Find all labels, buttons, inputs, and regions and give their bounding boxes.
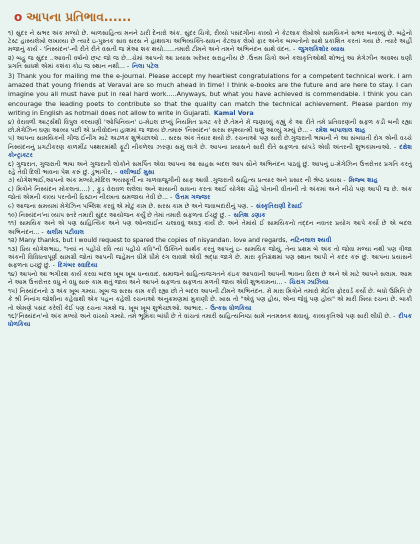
feedback-item (8, 186, 412, 202)
feedback-item (8, 212, 412, 220)
feedback-item (8, 237, 412, 245)
feedback-item (8, 55, 412, 71)
feedback-text: 3) Thank you for mailing me the e-journal. Please accept my heartiest congratulations for a competent technical work. I am amazed that young friends at Veraval are so much ahead in time! I think e-books are the future and are here to stay. I can imagine you all must have put in real hard work.....Anyways, but what you have achieved is commendable. I think you can encourage the leading poets to contribute so that the quality can match the technical achievement. Please pardon my writing in English as hotmail does not allow to write in Gujarati. (8, 72, 412, 117)
feedback-author: નટિનલાલ શ્યવી (290, 237, 332, 245)
feedback-author: મિજ્બ શાહ (348, 177, 378, 185)
feedback-author: ઉત્તમ ગજ્જર (175, 194, 211, 202)
feedback-text: ૧૦) નિસ્યંદન'ના વ્યાપ સ્તરે તમારી સુંદર આયોજન કર્યું છે તેમાં તમારી સફળતા ઈચ્છું છું. - (8, 211, 231, 219)
feedback-text: ૧) સુંદર ને સભર અંક મળ્યો છે. બાળસાહિત્ય મનને ઠારી દેનારો અંક. સુંદર ચિત્રો, રીવ્યો પસંદગીના કાવ્યો ને કેટલાક લેખોએ સામયિકને સભર બનાવ્યું છે. બહેનો ટેસ્ટ હાસ્યલેખો લખાવ્યા છે ત્યારે ઇ-પુસ્તક સાવ સરસ ને હાથવગા અભિવ્યક્તિ-સાધન કેટલાક લેખો ફાર અનેક બાબતોનો સાથે પ્રકાશિત કરતાં ગયા છે. ત્યારે અહીં મજાનું કાર્ય - 'નિસ્યંદન'-ની રીતે રીતે વસતી જ મેઆ શક થયો......તમારી ટીમને અને તમને અભિનંદન સાથે વંદન. - (8, 30, 412, 54)
feedback-text: ૮) મિત્રોને નિસ્યંદન મોકલતા....) , ફુડ વેરાવળ લલેલા અને શાયાની સાધના કરતા આઈ યોગેશ ચૌહે પોતાની વીતાની તો અંકમાં અને નીચે પણ આપી જ છે. અંક જોતાં એમની કાવ્ય પરત્વેની દ્રિસ્ટાન નીરખતા સમજાય તેવી છે... - (8, 186, 412, 202)
feedback-text: ૧૨) Many thanks, but I would request to spared the copies of nisyandan. love and regards, (8, 237, 288, 245)
feedback-author: સલીમ પટીવાલ (46, 228, 85, 236)
feedback-author: દક્ષેશ કોન્ટ્રાક્ટર (8, 143, 412, 159)
feedback-item (8, 271, 412, 287)
feedback-text: ૬) ગુજરાત, ગુજરાતી ભાષા અને ગુજરાતી લોકોને સમર્પિત એવા આપના આ સાહસ બદલ આપ સૌને અભિનંદન પાઠવું છું. આપનું ઇ-મેગેઝિન ઉત્તરોત્તર પ્રગતિ કરતું રહે તેવી દિલી ભાવના પેશ કરું છું. ડુંભાગીર, - (8, 160, 412, 176)
feedback-author: ચિરાગ ઝાઝિયા (289, 279, 329, 287)
feedback-text: ૨) બહુ જ સુંદર ..આવતી વર્ષાનો છ્ષ્ટ જો જ છે...ચેમાં આપનો આ પ્રયાસ ખરેખર સરાહનીય છે .ઉત્તમ ચિત્રો અને કલાકૃતિઓથી શોભતું આ મેગેઝીન અવશ્ય ઘણી પ્રગતિ સાધશે એમાં કશંકા કોઇ જ સ્થાન નથી... - (8, 55, 412, 71)
feedback-item (8, 177, 412, 185)
feedback-text: ૧૬)'નિસ્યંદન'નો અંક મળ્યો અને વાંચ્યો ગમ્યો. તમે ભૂમિકા બાંધી છે તે વાંચતાં તમારી સાહિત્યનિષ્ઠા સામે નતમસ્તક થવાયું. કાવ્યકૃતિઓ પણ સારી લીધી છે. - (8, 313, 396, 321)
feedback-text: ૧૧) સામયિક અને એ પણ સાહિત્યિક અને પણ ઓનલાઈન ચલાવવું અઘરૂ કાર્ય છે. અને તેમાંયે ઈ સામયિકનો તદ્દન નવતર પ્રયોગ આપે કર્યો છે એ બદલ અભિનંદન... - (8, 220, 412, 236)
feedback-text: ૯) આજના સમયમાં મેગેઝિન પબ્લિશ કરવું એ મોટું કામ છે. સરસ કામ છે અને જવાબદારીનું પણ. - (8, 203, 253, 211)
feedback-author: નિલા પટેલ (132, 63, 159, 71)
feedback-author: સંસ્કૃતિરાણી દેસાઈ (255, 203, 303, 211)
feedback-author: વલીભાઈ મુસા (119, 168, 155, 176)
title-bullet: o (14, 10, 23, 24)
feedback-author: ઉત્કસ ધોળકિયા (210, 304, 252, 312)
feedback-text: ૧૫) નિસ્યંદનનો ૩ અંક ખૂબ ગમ્યા. ખૂબ જ સરસ કામ કરી રહ્યા છો તે બદલ આપની ટીમને અભિનંદન. મેં મારા મિત્રોને તમારો મેઈલ ફોરવર્ડ કર્યો છે. બધો ઉમિતિ છે કે શ્રી નિનાંગ જોશીના કહેવાથી એક પહન કહેલી રચનાઓ અનુક્રમણમાં મુકાણી છે. ખાસ તો "એવું પણ હોય, એના જેવું પણ હોય" એ મારી ખિયા રચના છે. બાકી તો એમણે પસંદ કરેલી કેઈ પણ રચના ગમશે જ. ખૂબ ખૂબ શુભેચ્છાઓ. આભાર. - (8, 288, 412, 312)
feedback-item (8, 203, 412, 211)
feedback-item (8, 30, 412, 55)
feedback-author: દીપક ધોળકિયા (8, 313, 412, 329)
feedback-author: જુગલકિશોર વ્યાસ (298, 46, 345, 54)
feedback-text: ૧૪) આપનો આ ભગીરથ કાર્ય કરવા બદલ ખૂબ ખૂબ ધન્યવાદ. સમાજને સાહિત્યજગતને કંઇક આપવાની આપની ભાવના વિરલ છે અને એ માટે આપને સલામ. આમ ને આમ ઉત્તરોત્તર વધુ ને વધુ સારું કામ થતું જાય અને આપને સફળતા સફળતા મળતી જાય એવી શુભકામના... - (8, 271, 412, 287)
feedback-item (8, 135, 412, 160)
feedback-item (8, 161, 412, 177)
feedback-list (8, 30, 412, 330)
feedback-author: રમેશ બાપાલાલ શાહ (315, 126, 366, 134)
feedback-author: સતિશ ડણાક (233, 211, 266, 219)
feedback-item (8, 220, 412, 236)
page-title-text: આપના પ્રતિભાવ...... (26, 9, 132, 24)
feedback-author: Kamal Vora (213, 109, 254, 117)
feedback-item (8, 246, 412, 271)
page-title (8, 4, 412, 30)
feedback-item (8, 288, 412, 313)
feedback-item (8, 313, 412, 329)
feedback-text: ૫) આપના સામયિકની ગીજ ઈનીંગ માટે અઢળક શુભેચ્છાઓ ... સરસ અંક તૈયાર થયો છે. રચનાઓ પણ સારી છે.ગુજરાતી ભાષાની ને આ સંબધાતી રોગ એની વચ્ચે નિસ્યંદનનું પ્રગટીકરણ કાળમીંઢ પથ્થરમાંથી ફૂટી નીકળેલા ઝરણા સમું લાગે છે. આપના પ્રયાસને સારી રીતે સફળતા સાંપડે એવી અંતરની શુભકામનાઓ. - (8, 135, 412, 151)
feedback-text: ૪) વેરાવળી આર્ટ્સથી વિપુલ કલ્યાણી 'ઓપિનિયન' ઇ-મેઇલ છપ્યું નિયમિત પ્રગટ કરે છે.તેમને મેં જણાવ્યું કહ્યું કે આ રીતે તમે પ્રતિવરણની સફળ કડી બની રહ્યા છો.મેગેઝિન ઘણા આવ્યા પછી એ પ્રતીવોદાના હાશમાં જ જાય છે.તમારું 'નિસ્યંદન' સરસ સ્પૃશ્યાત્મી ઘણું આવ્યું ગમ્યું છે... - (8, 118, 412, 134)
feedback-text: ૭) યોગેશભાઈ,આપનો અંક મળ્યો,મોદિલ ભયસ્ફૂર્તી ના ગાળવાજુગીની સાફ આવી .ગુજરાતી સાહિત્ય પ્રત્યાર અને પ્રસાર ની શ્રેષ્ઠ પ્રયાસ - (8, 177, 346, 185)
feedback-item (8, 72, 412, 118)
feedback-item (8, 119, 412, 135)
feedback-text: ૧૩) પ્રિય યોગેશભાઇ, "ખ્યાં ન પહોંચે રવિ ત્યાં પહોંચે કવિ"ની ઉક્તિને સાર્થક કરતું આપનું ઇ- સામયિક જોયું. તેના પ્રથમ બે અંક તો જોવા મળ્યા નથી પણ ત્રીજા અંકની વિવિધતાપૂર્ણ સામગ્રી જોતાં આપની જહેમત ધીમે ધીમે રંગ લાવશે એવી શ્રદ્ધા જાગે છે. મારા કૃતિગ્રંથમાં પણ સ્થાન આપી ને કદર કરું છું. આપના પ્રયાસને સફળતા ઇચ્છું છું. - (8, 246, 412, 270)
feedback-author: દિગંબર સ્વાદિયા (57, 262, 98, 270)
